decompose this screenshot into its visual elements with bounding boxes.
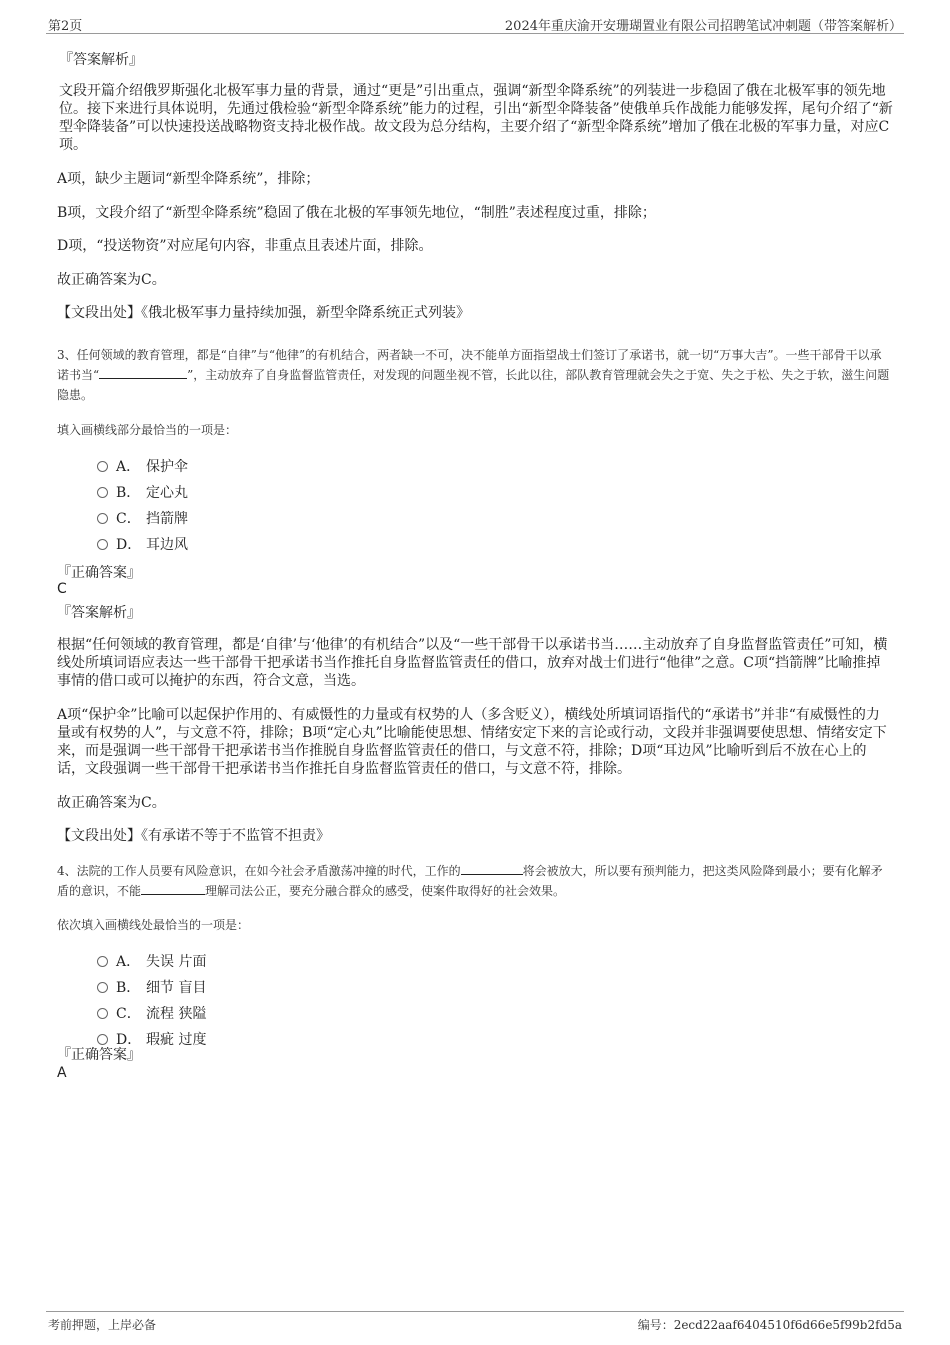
q3-analysis-paragraph-1: 根据“任何领域的教育管理，都是‘自律’与‘他律’的有机结合”以及“一些干部骨干以承诺书当……主动放弃了自身监督监管责任”可知，横线处所填词语应表达一些干部骨干把承诺书当作推托自身监督监管责任的借口，放弃对战士们进行“他律”之意。C项“挡箭牌”比喻推掉事情的借口或可以掩护的东西，符合文意，当选。 (57, 637, 888, 689)
document-title: 2024年重庆渝开安珊瑚置业有限公司招聘笔试冲刺题（带答案解析） (504, 19, 902, 34)
q3-option-b[interactable]: B． 定心丸 (97, 482, 188, 500)
q3-blank (99, 366, 187, 379)
radio-icon[interactable] (97, 982, 108, 993)
q2-analysis-option-a: A项，缺少主题词“新型伞降系统”，排除； (57, 171, 320, 187)
radio-icon[interactable] (97, 461, 108, 472)
q4-blank-2 (141, 882, 205, 895)
page-header (46, 13, 904, 34)
q3-answer: C (57, 581, 67, 597)
q3-instruction: 填入画横线部分最恰当的一项是： (57, 423, 238, 437)
q3-analysis-paragraph-2: A项“保护伞”比喻可以起保护作用的、有威慑性的力量或有权势的人（多含贬义），横线处所填词语指代的“承诺书”并非“有威慑性的力量或有权势的人”，与文意不符，排除；B项“定心丸”比喻能使思想、情绪安定下来的言论或行动，文段并非强调要使思想、情绪安定下来，而是强调一些干部骨干把承诺书当作推脱自身监督监管责任的借口，与文意不符，排除；D项“耳边风”比喻听到后不放在心上的话，文段强调一些干部骨干把承诺书当作推托自身监督监管责任的借口，与文意不符，排除。 (57, 707, 887, 777)
q4-option-c[interactable]: C． 流程 狭隘 (97, 1003, 206, 1021)
q2-analysis-paragraph: 文段开篇介绍俄罗斯强化北极军事力量的背景，通过“更是”引出重点，强调“新型伞降系统”的列装进一步稳固了俄在北极军事的领先地位。接下来进行具体说明，先通过俄检验“新型伞降系统”能力的过程，引出“新型伞降装备”使俄单兵作战能力能够发挥，尾句介绍了“新型伞降装备”可以快速投送战略物资支持北极作战。故文段为总分结构，主要介绍了“新型伞降系统”增加了俄在北极的军事力量，对应C项。 (59, 83, 893, 153)
q2-analysis-label: 『答案解析』 (59, 52, 143, 68)
q4-option-d[interactable]: D． 瑕疵 过度 (97, 1029, 206, 1047)
q2-analysis-option-b: B项，文段介绍了“新型伞降系统”稳固了俄在北极的军事领先地位，“制胜”表述程度过重，排除； (57, 205, 656, 221)
radio-icon[interactable] (97, 1034, 108, 1045)
q3-option-d[interactable]: D． 耳边风 (97, 534, 188, 552)
q4-answer: A (57, 1065, 67, 1081)
q4-option-a[interactable]: A． 失误 片面 (97, 951, 206, 969)
q4-stem: 4、法院的工作人员要有风险意识，在如今社会矛盾激荡冲撞的时代，工作的 将会被放大，所以要有预判能力，把这类风险降到最小；要有化解矛盾的意识，不能 理解司法公正，要充分融合群众的感受，使案件取得好的社会效果。 (57, 864, 883, 898)
q4-blank-1 (461, 862, 523, 875)
q2-analysis-option-d: D项，“投送物资”对应尾句内容，非重点且表述片面，排除。 (57, 238, 433, 254)
radio-icon[interactable] (97, 487, 108, 498)
q3-stem: 3、任何领域的教育管理，都是“自律”与“他律”的有机结合，两者缺一不可，决不能单方面指望战士们签订了承诺书，就一切“万事大吉”。一些干部骨干以承诺书当“ ”，主动放弃了自身监督监管责任，对发现的问题坐视不管，长此以往，部队教育管理就会失之于宽、失之于松、失之于软，滋生问题隐患。 (57, 348, 890, 402)
page-footer (46, 1311, 904, 1334)
radio-icon[interactable] (97, 513, 108, 524)
q3-option-c[interactable]: C． 挡箭牌 (97, 508, 188, 526)
q3-source: 【文段出处】《有承诺不等于不监管不担责》 (57, 828, 330, 844)
radio-icon[interactable] (97, 1008, 108, 1019)
q4-instruction: 依次填入画横线处最恰当的一项是： (57, 918, 250, 932)
q3-conclusion: 故正确答案为C。 (57, 795, 166, 811)
radio-icon[interactable] (97, 539, 108, 550)
footer-slogan: 考前押题，上岸必备 (48, 1318, 157, 1332)
radio-icon[interactable] (97, 956, 108, 967)
q4-answer-label: 『正确答案』 (57, 1047, 141, 1063)
document-code: 编号：2ecd22aaf6404510f6d66e5f99b2fd5a (637, 1318, 902, 1332)
q3-answer-label: 『正确答案』 (57, 565, 141, 581)
q3-analysis-label: 『答案解析』 (57, 605, 141, 621)
q3-option-a[interactable]: A． 保护伞 (97, 456, 188, 474)
q4-option-b[interactable]: B． 细节 盲目 (97, 977, 206, 995)
q2-conclusion: 故正确答案为C。 (57, 272, 166, 288)
page-number: 第2页 (48, 19, 83, 34)
q2-source: 【文段出处】《俄北极军事力量持续加强，新型伞降系统正式列装》 (57, 305, 470, 321)
